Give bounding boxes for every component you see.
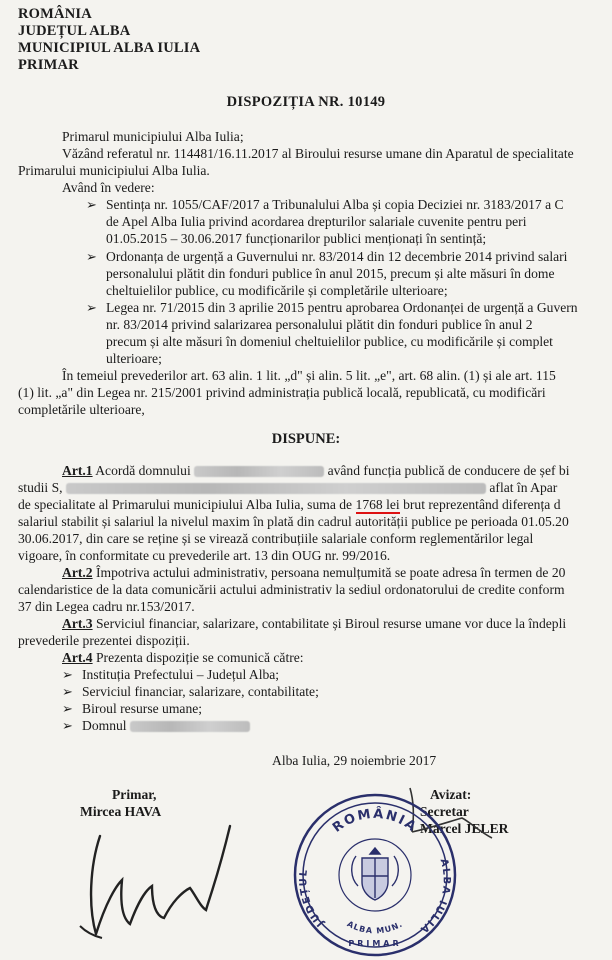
stamp-top-text: ROMÂNIA xyxy=(330,806,420,836)
arrow-bullet-icon: ➢ xyxy=(62,719,73,734)
arrow-bullet-icon: ➢ xyxy=(62,668,73,683)
mayor-name: Mircea HAVA xyxy=(80,804,162,819)
dispune-heading: DISPUNE: xyxy=(271,431,341,447)
bullet-1-line-1: Sentința nr. 1055/CAF/2017 a Tribunalului Alba și copia Deciziei nr. 3183/2017 a C xyxy=(106,197,564,212)
recipient-2: Serviciul financiar, salarizare, contabilitate; xyxy=(82,684,319,699)
secretary-approval: Avizat: xyxy=(430,787,472,802)
stamp-bottom-text: ALBA MUN. xyxy=(345,919,405,936)
official-stamp-icon xyxy=(290,790,460,960)
document-title: DISPOZIȚIA NR. 10149 xyxy=(226,94,386,110)
recipient-3: Biroul resurse umane; xyxy=(82,701,203,716)
art1-line-3: de specialitate al Primarului municipiului Alba Iulia, suma de 1768 lei brut reprezentând diferența d xyxy=(18,497,561,512)
legal-basis-line-1: În temeiul prevederilor art. 63 alin. 1 lit. „d" și alin. 5 lit. „e", art. 68 alin. (1) și ale art. 115 xyxy=(62,368,556,383)
recipient-1: Instituția Prefectului – Județul Alba; xyxy=(82,667,280,682)
art1-line-2: studii S, aflat în Apar xyxy=(18,480,558,495)
bullet-1-line-2: de Apel Alba Iulia privind acordarea drepturilor salariale cuvenite pentru peri xyxy=(106,214,527,229)
header-office: PRIMAR xyxy=(18,57,79,73)
redacted-position xyxy=(66,483,486,494)
secretary-role: Secretar xyxy=(420,804,469,819)
bullet-3-line-1: Legea nr. 71/2015 din 3 aprilie 2015 pentru aprobarea Ordonanței de urgență a Guvern xyxy=(106,300,578,315)
art1-line-6: vigoare, în conformitate cu prevederile art. 13 din OUG nr. 99/2016. xyxy=(18,548,391,563)
stamp-right-text: ALBA IULIA xyxy=(417,857,452,936)
place-date: Alba Iulia, 29 noiembrie 2017 xyxy=(272,753,437,768)
header-county: JUDEȚUL ALBA xyxy=(18,23,131,39)
mayor-signature-icon xyxy=(60,806,250,946)
header-country: ROMÂNIA xyxy=(18,6,92,22)
amount-highlight: 1768 lei xyxy=(355,497,400,512)
header-municipality: MUNICIPIUL ALBA IULIA xyxy=(18,40,201,56)
art4-label: Art.4 xyxy=(62,650,93,665)
intro-line-3: Primarului municipiului Alba Iulia. xyxy=(18,163,210,178)
bullet-3-line-4: ulterioare; xyxy=(106,351,162,366)
art1-line-4: salariul stabilit și salariul la nivelul maxim în plată din cadrul autorității publice pe perioada 01.05.20 xyxy=(18,514,569,529)
bullet-2-line-1: Ordonanța de urgență a Guvernului nr. 83/2014 din 12 decembrie 2014 privind salari xyxy=(106,249,568,264)
document-header xyxy=(18,6,200,74)
arrow-bullet-icon: ➢ xyxy=(86,250,97,265)
art3-label: Art.3 xyxy=(62,616,93,631)
bullet-2-line-3: cheltuielilor publice, cu modificările și completările ulterioare; xyxy=(106,283,448,298)
art2-line-1: Art.2 Împotriva actului administrativ, persoana nemulțumită se poate adresa în termen de 20 xyxy=(62,565,566,580)
coat-of-arms-icon xyxy=(352,848,399,900)
svg-text:ALBA MUN. xyxy=(346,919,405,935)
stamp-left-text: JUDEȚUL xyxy=(298,867,327,929)
intro-line-1: Primarul municipiului Alba Iulia; xyxy=(62,129,244,144)
art1-label: Art.1 xyxy=(62,463,93,478)
intro-line-4: Având în vedere: xyxy=(62,180,155,195)
legal-basis-line-3: completările ulterioare, xyxy=(18,402,145,417)
mayor-role: Primar, xyxy=(112,787,157,802)
art1-line-5: 30.06.2017, din care se reține și se virează contribuțiile salariale conform reglementărilor legal xyxy=(18,531,534,546)
bullet-2-line-2: personalului plătit din fonduri publice în anul 2015, precum și alte măsuri în dome xyxy=(106,266,555,281)
intro-line-2: Văzând referatul nr. 114481/16.11.2017 al Biroului resurse umane din Aparatul de specialitate xyxy=(62,146,574,161)
legal-basis-line-2: (1) lit. „a" din Legea nr. 215/2001 privind administrația publică locală, republicată, cu modificări xyxy=(18,385,546,400)
stamp-bottom-text-2: PRIMAR xyxy=(348,939,402,948)
bullet-3-line-3: precum și alte măsuri în domeniul cheltuielilor publice, cu modificările și complet xyxy=(106,334,553,349)
secretary-name: Marcel JELER xyxy=(420,821,509,836)
svg-text:ALBA IULIA xyxy=(417,858,452,936)
art3-line-2: prevederile prezentei dispoziții. xyxy=(18,633,190,648)
arrow-bullet-icon: ➢ xyxy=(86,198,97,213)
redacted-name xyxy=(130,721,250,732)
art3-line-1: Art.3 Serviciul financiar, salarizare, contabilitate și Biroul resurse umane vor duce la îndepli xyxy=(62,616,567,631)
svg-text:JUDEȚUL xyxy=(298,868,327,929)
art2-line-2: calendaristice de la data comunicării actului administrativ la sediul ordonatorului de credite conform xyxy=(18,582,565,597)
redacted-name xyxy=(194,466,324,477)
arrow-bullet-icon: ➢ xyxy=(86,301,97,316)
bullet-1-line-3: 01.05.2015 – 30.06.2017 funcționarilor publici menționați în sentință; xyxy=(106,231,487,246)
art4-line-1: Art.4 Prezenta dispoziție se comunică către: xyxy=(62,650,304,665)
recipient-4: Domnul xyxy=(82,717,250,734)
art1-line-1: Art.1 Acordă domnului având funcția publică de conducere de șef bi xyxy=(62,463,570,478)
arrow-bullet-icon: ➢ xyxy=(62,685,73,700)
bullet-3-line-2: nr. 83/2014 privind salarizarea personalului plătit din fonduri publice în anul 2 xyxy=(106,317,533,332)
art2-line-3: 37 din Legea cadru nr.153/2017. xyxy=(18,599,195,614)
art2-label: Art.2 xyxy=(62,565,93,580)
arrow-bullet-icon: ➢ xyxy=(62,702,73,717)
